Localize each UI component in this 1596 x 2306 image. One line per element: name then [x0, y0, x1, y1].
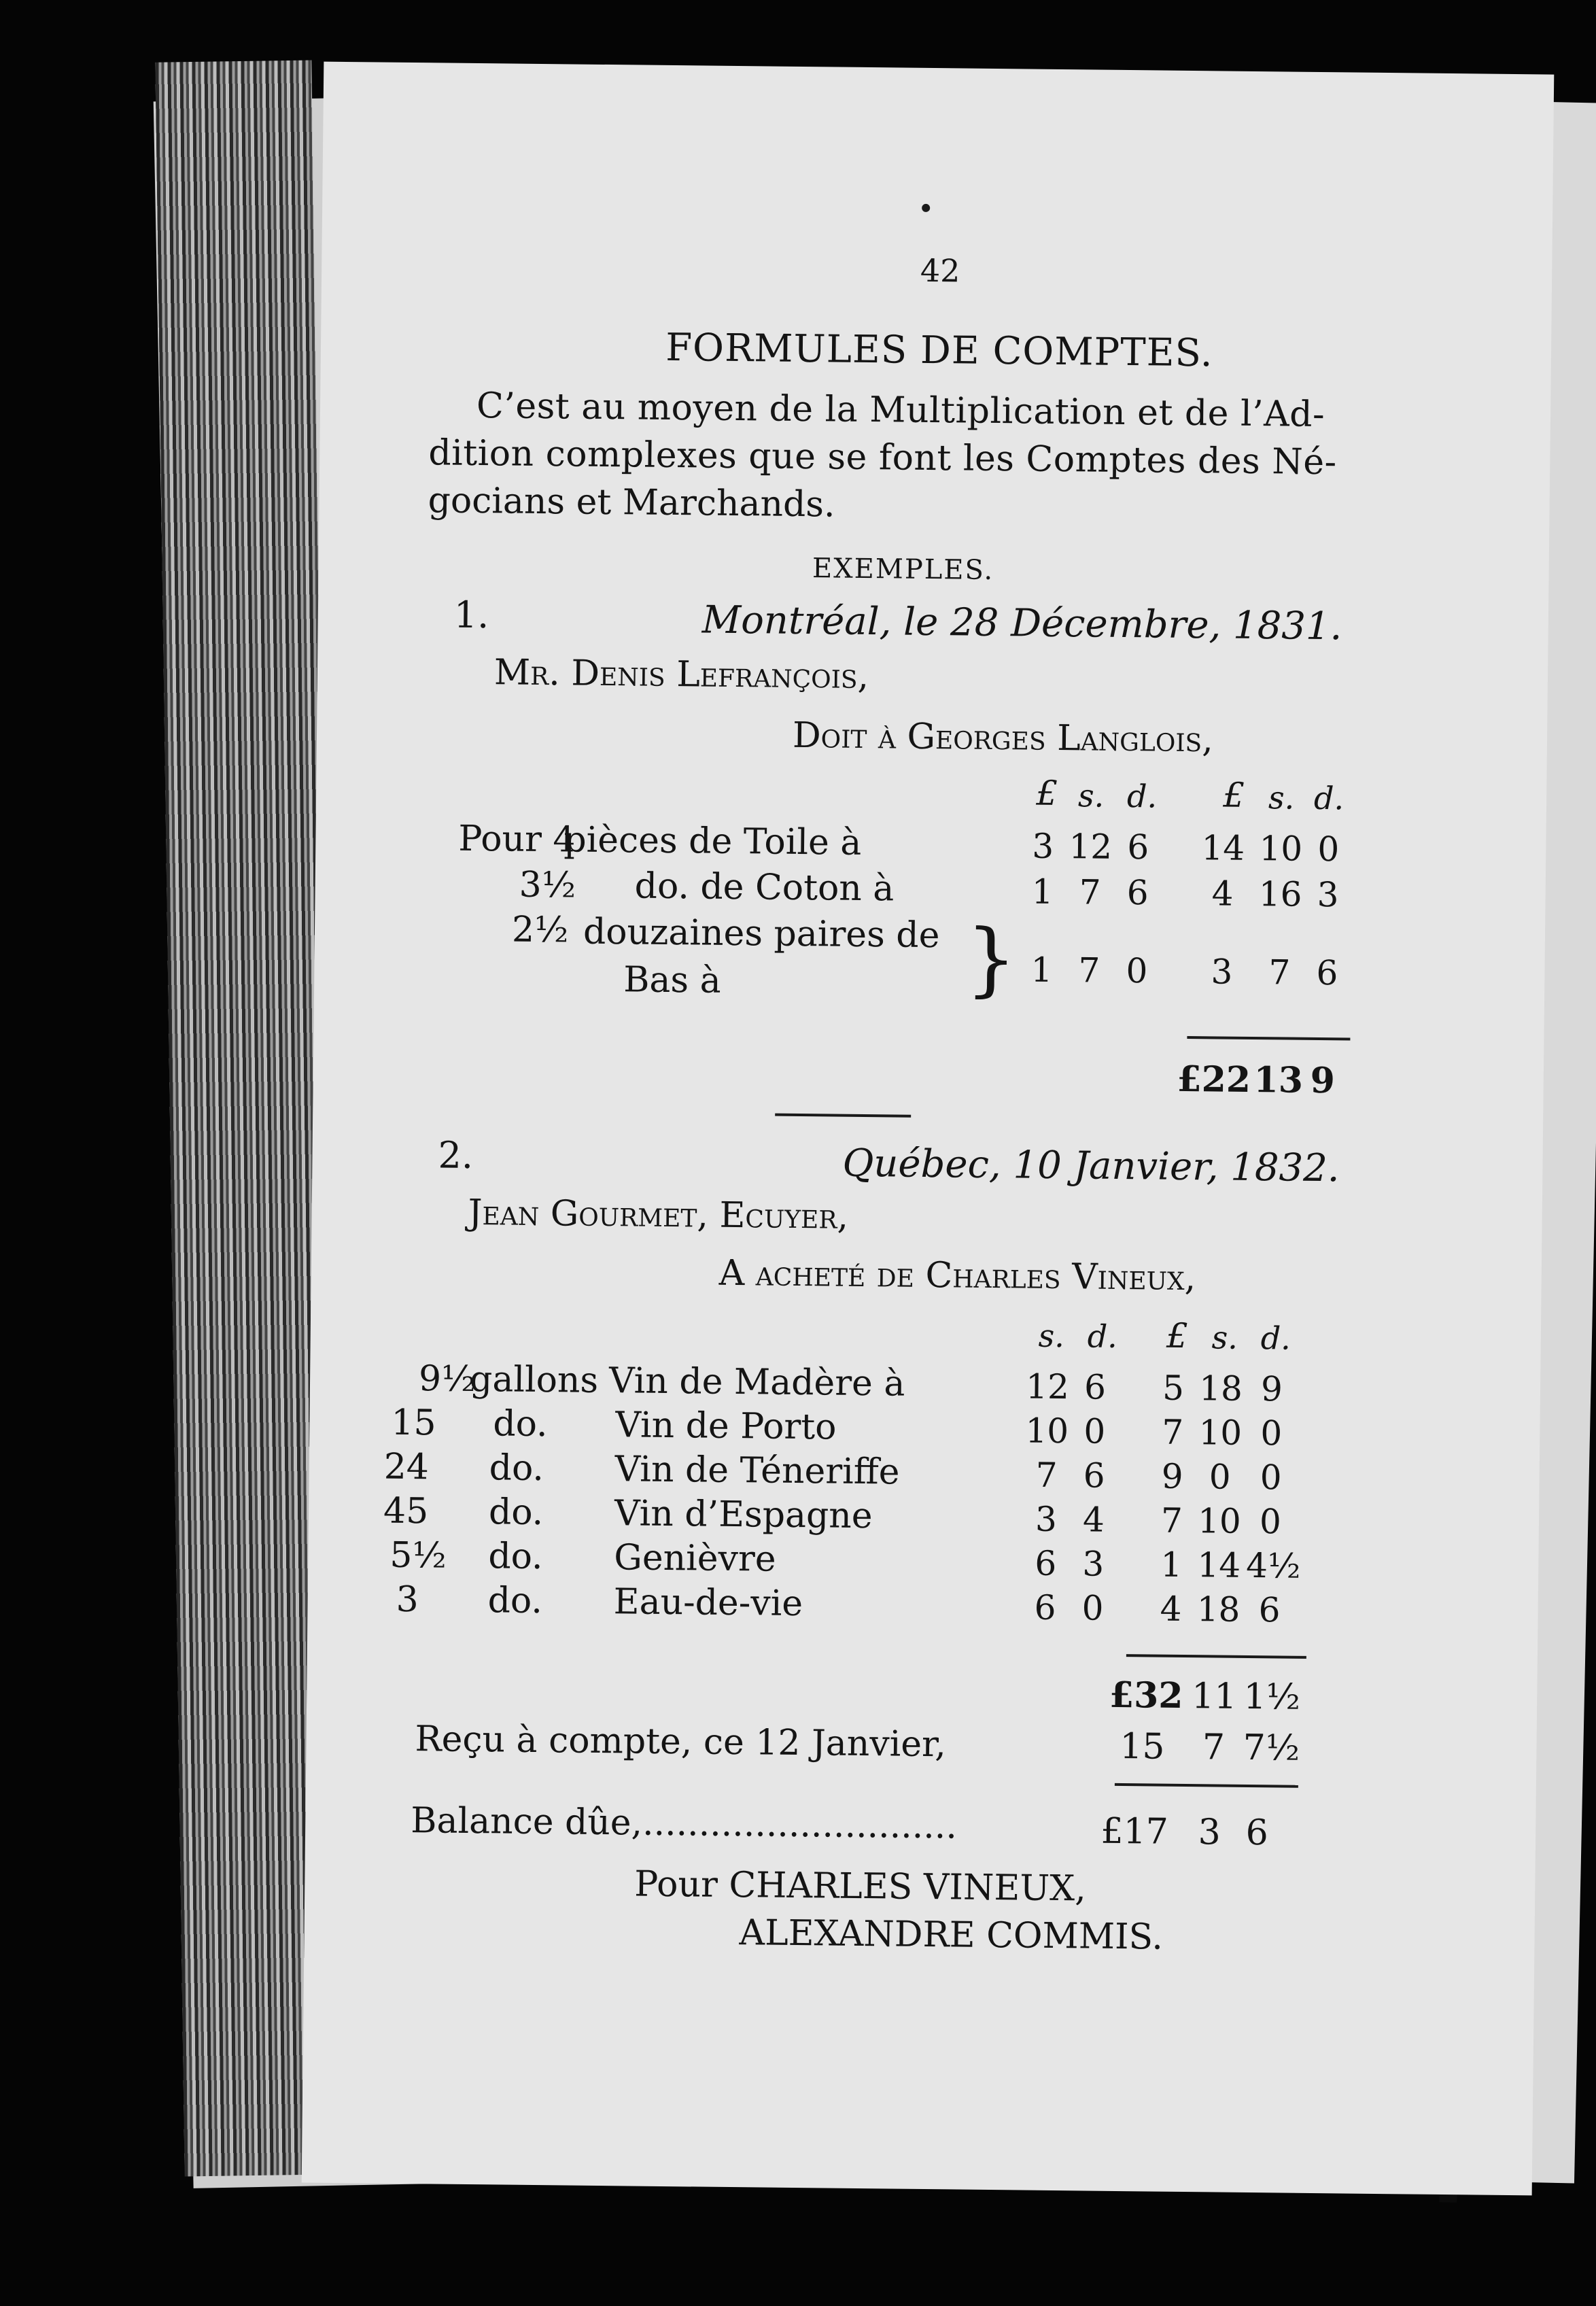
price-shillings: 7 [1078, 950, 1100, 991]
price-pounds: 3 [1032, 826, 1054, 866]
example-1-debtor: Mr. Denis Lefrançois, [493, 652, 869, 698]
sum-pence: 9 [1310, 1059, 1336, 1102]
total-shillings: 10 [1259, 829, 1303, 869]
description: do. de Coton à [634, 865, 895, 910]
price-pence: 4 [1082, 1500, 1105, 1540]
balance-pounds: £17 [1100, 1810, 1169, 1853]
header-pence: d. [1260, 1320, 1291, 1357]
examples-heading: EXEMPLES. [812, 553, 994, 586]
unit: do. [489, 1447, 544, 1490]
sum-pounds: £32 [1109, 1674, 1183, 1717]
header-pounds: £ [1166, 1315, 1189, 1356]
header-pence: d. [1313, 779, 1345, 817]
total-pence: 4½ [1245, 1545, 1301, 1586]
description: pièces de Toile à [563, 819, 862, 863]
description: Genièvre [614, 1537, 776, 1580]
description: Vin d’Espagne [614, 1493, 873, 1537]
unit: do. [487, 1580, 543, 1622]
qty: 15 [391, 1402, 436, 1444]
description: Vin de Téneriffe [614, 1449, 900, 1493]
unit: gallons [469, 1358, 599, 1401]
received-pence: 7½ [1243, 1727, 1300, 1769]
qty: 2½ [511, 909, 569, 951]
sum-shillings: 11 [1191, 1676, 1237, 1717]
curly-brace: } [965, 911, 1018, 1006]
total-pence: 0 [1259, 1502, 1282, 1542]
description: douzaines paires de [583, 911, 940, 957]
header-pence: d. [1087, 1318, 1118, 1355]
page-title: FORMULES DE COMPTES. [665, 325, 1214, 376]
qty: 9½ [418, 1358, 476, 1400]
price-shillings: 10 [1025, 1411, 1069, 1451]
total-pence: 0 [1317, 829, 1340, 870]
unit: do. [488, 1536, 543, 1578]
price-pence: 0 [1083, 1411, 1106, 1451]
total-shillings: 10 [1198, 1413, 1243, 1453]
price-shillings: 3 [1035, 1499, 1058, 1540]
total-shillings: 7 [1268, 952, 1291, 993]
header-shillings: s. [1268, 779, 1295, 816]
qty: Pour 4 [458, 818, 576, 861]
total-shillings: 0 [1209, 1457, 1231, 1497]
sum-pounds: £22 [1177, 1058, 1251, 1101]
total-pounds: 5 [1162, 1368, 1185, 1408]
example-2-place-date: Québec, 10 Janvier, 1832. [842, 1141, 1340, 1191]
balance-shillings: 3 [1198, 1812, 1221, 1853]
received-shillings: 7 [1202, 1727, 1226, 1768]
total-pounds: 9 [1161, 1456, 1183, 1496]
section-divider [775, 1114, 911, 1118]
price-shillings: 6 [1035, 1543, 1057, 1584]
total-pence: 0 [1260, 1458, 1282, 1498]
example-1-number: 1. [453, 593, 489, 637]
qty: 3 [396, 1579, 419, 1621]
qty: 24 [383, 1446, 430, 1488]
price-shillings: 12 [1069, 827, 1113, 867]
signature-line-2: ALEXANDRE COMMIS. [739, 1912, 1164, 1958]
unit: do. [488, 1492, 544, 1534]
total-shillings: 18 [1198, 1369, 1243, 1409]
price-pounds: 1 [1031, 872, 1054, 912]
price-pounds: 1 [1030, 950, 1053, 990]
total-pounds: 7 [1162, 1412, 1184, 1452]
description-continued: Bas à [623, 959, 722, 1001]
qty: 3½ [519, 864, 576, 906]
unit: do. [493, 1403, 548, 1445]
total-pounds: 4 [1160, 1589, 1182, 1629]
price-pence: 6 [1083, 1456, 1105, 1496]
header-shillings: s. [1211, 1319, 1238, 1356]
sum-shillings: 13 [1253, 1059, 1304, 1101]
balance-label: Balance dûe,............................ [410, 1800, 958, 1847]
price-shillings: 7 [1079, 872, 1101, 912]
total-shillings: 10 [1197, 1501, 1242, 1541]
header-shillings: s. [1038, 1317, 1065, 1355]
total-pence: 6 [1316, 952, 1338, 993]
qty: 5½ [389, 1534, 447, 1577]
received-label: Reçu à compte, ce 12 Janvier, [415, 1719, 947, 1766]
header-shillings: s. [1077, 777, 1105, 814]
example-2-buyer: Jean Gourmet, Ecuyer, [468, 1192, 849, 1237]
example-2-number: 2. [438, 1133, 474, 1177]
sum-pence: 1½ [1243, 1676, 1301, 1718]
total-shillings: 16 [1258, 874, 1302, 914]
description: Eau-de-vie [613, 1581, 803, 1625]
page-mark [922, 204, 930, 212]
signature-line-1: Pour CHARLES VINEUX, [634, 1863, 1087, 1910]
intro-line-2: dition complexes que se font les Comptes des Né- [428, 432, 1337, 483]
description: Vin de Madère à [608, 1360, 905, 1405]
balance-pence: 6 [1245, 1812, 1269, 1854]
total-pence: 9 [1260, 1369, 1283, 1409]
total-pence: 6 [1258, 1590, 1281, 1630]
example-1-creditor: Doit à Georges Langlois, [792, 715, 1214, 761]
price-pence: 6 [1126, 873, 1149, 913]
total-shillings: 18 [1196, 1589, 1241, 1630]
price-pence: 6 [1083, 1367, 1107, 1407]
total-pounds: 1 [1160, 1545, 1183, 1585]
total-pounds: 14 [1201, 828, 1245, 868]
price-pence: 6 [1127, 827, 1149, 867]
qty: 45 [383, 1490, 429, 1532]
page-number: 42 [920, 252, 960, 290]
intro-line-1: C’est au moyen de la Multiplication et de l’Ad- [476, 385, 1325, 436]
sum-rule [1126, 1654, 1306, 1659]
price-pence: 0 [1081, 1588, 1104, 1628]
sum-rule [1187, 1036, 1350, 1041]
total-shillings: 14 [1197, 1545, 1241, 1585]
description: Vin de Porto [615, 1405, 837, 1448]
example-1-place-date: Montréal, le 28 Décembre, 1831. [701, 598, 1342, 649]
received-pounds: 15 [1120, 1726, 1165, 1768]
price-shillings: 6 [1034, 1587, 1056, 1628]
intro-line-3: gocians et Marchands. [428, 480, 835, 526]
total-pence: 0 [1260, 1413, 1283, 1453]
price-shillings: 12 [1025, 1366, 1070, 1407]
total-pence: 3 [1317, 874, 1339, 915]
balance-rule [1115, 1783, 1298, 1788]
total-pounds: 7 [1160, 1500, 1183, 1541]
price-pence: 0 [1126, 951, 1148, 991]
header-pence: d. [1126, 778, 1158, 815]
total-pounds: 3 [1211, 952, 1233, 992]
header-pounds: £ [1035, 773, 1058, 813]
price-shillings: 7 [1035, 1455, 1058, 1496]
book-page [302, 62, 1555, 2196]
header-pounds: £ [1222, 775, 1245, 815]
total-pounds: 4 [1211, 874, 1234, 914]
price-pence: 3 [1082, 1544, 1105, 1584]
example-2-seller: A acheté de Charles Vineux, [718, 1252, 1196, 1299]
